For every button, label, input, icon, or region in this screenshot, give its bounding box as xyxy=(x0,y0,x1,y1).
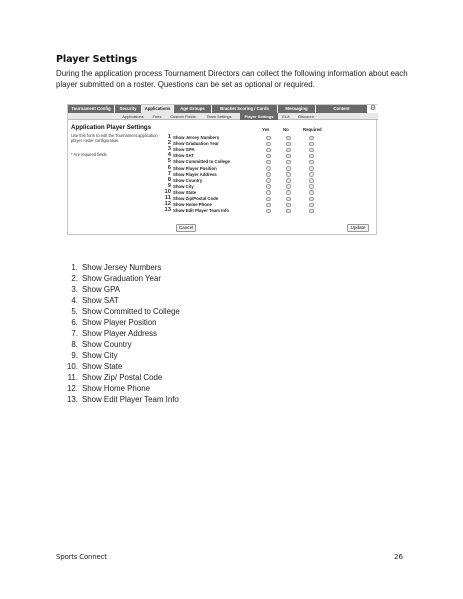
row-label: Show Player Address xyxy=(173,171,217,177)
list-item-text: Show Country xyxy=(82,340,132,349)
row-number: 8 xyxy=(167,176,171,183)
tab-security[interactable]: Security xyxy=(115,105,142,113)
row-label: Show City xyxy=(173,183,194,189)
radio-no[interactable] xyxy=(286,190,291,195)
list-item-text: Show Player Address xyxy=(82,329,157,338)
row-number: 7 xyxy=(167,170,171,177)
setting-row xyxy=(68,178,368,183)
list-item xyxy=(56,339,180,350)
setting-row xyxy=(68,172,368,177)
radio-yes[interactable] xyxy=(266,142,271,147)
radio-no[interactable] xyxy=(286,203,291,208)
row-label: Show GPA xyxy=(173,147,195,153)
radio-no[interactable] xyxy=(286,209,291,214)
intro-paragraph: During the application process Tournament Directors can collect the following information about each player submitted on a roster. Questions can be set as optional or required. xyxy=(56,69,408,89)
radio-required[interactable] xyxy=(309,197,314,202)
row-label: Show Zip/Postal Code xyxy=(173,196,219,201)
radio-yes[interactable] xyxy=(266,166,271,171)
list-item xyxy=(56,295,180,306)
radio-required[interactable] xyxy=(309,166,314,171)
radio-yes[interactable] xyxy=(266,148,271,153)
row-number: 4 xyxy=(167,152,171,159)
row-label: Show Home Phone xyxy=(173,202,212,208)
list-item-number: 5. xyxy=(71,307,78,316)
setting-row xyxy=(68,135,368,140)
page-number: 26 xyxy=(394,553,403,561)
update-button[interactable]: Update xyxy=(347,224,369,232)
radio-yes[interactable] xyxy=(266,136,271,141)
form-description: Use this form to edit the Tournament application player roster configuration. xyxy=(71,133,158,144)
row-number: 5 xyxy=(167,158,171,165)
tab-tournament-config[interactable]: Tournament Config xyxy=(68,105,115,113)
radio-required[interactable] xyxy=(309,190,314,195)
row-number: 9 xyxy=(167,182,171,189)
radio-no[interactable] xyxy=(286,154,291,159)
setting-row xyxy=(68,159,368,164)
radio-yes[interactable] xyxy=(266,197,271,202)
radio-no[interactable] xyxy=(286,184,291,189)
section-heading: Player Settings xyxy=(56,54,138,65)
column-required: Required xyxy=(303,127,322,132)
setting-row xyxy=(68,147,368,152)
list-item-text: Show Jersey Numbers xyxy=(82,263,162,272)
embedded-screenshot xyxy=(67,104,377,235)
list-item-number: 7. xyxy=(71,329,78,338)
subtab-fees[interactable]: Fees xyxy=(152,114,162,119)
row-label: Show Edit Player Team Info xyxy=(173,208,230,214)
list-item-number: 10. xyxy=(67,362,78,371)
radio-no[interactable] xyxy=(286,160,291,165)
list-item xyxy=(56,317,180,328)
list-item-text: Show Graduation Year xyxy=(82,274,161,283)
radio-yes[interactable] xyxy=(266,160,271,165)
column-yes: Yes xyxy=(262,127,270,132)
tab-messaging[interactable]: Messaging xyxy=(278,105,316,113)
tab-bracket-scoring[interactable]: Bracket Scoring / Cards xyxy=(212,105,278,113)
list-item xyxy=(56,306,180,317)
radio-required[interactable] xyxy=(309,178,314,183)
list-item-number: 8. xyxy=(71,340,78,349)
cancel-button[interactable]: Cancel xyxy=(176,224,196,232)
row-label: Show State xyxy=(173,189,197,195)
list-item-number: 13. xyxy=(67,395,78,404)
list-item xyxy=(56,361,180,372)
row-label: Show Country xyxy=(173,177,203,183)
list-item-text: Show Player Position xyxy=(82,318,157,327)
list-item xyxy=(56,262,180,273)
list-item-text: Show Zip/ Postal Code xyxy=(82,373,163,382)
radio-no[interactable] xyxy=(286,166,291,171)
radio-required[interactable] xyxy=(309,209,314,214)
setting-row xyxy=(68,166,368,171)
setting-row xyxy=(68,208,368,213)
gear-icon[interactable]: ⚙ xyxy=(369,105,377,112)
row-number: 10 xyxy=(164,188,171,195)
radio-no[interactable] xyxy=(286,172,291,177)
settings-list xyxy=(56,262,180,405)
form-title: Application Player Settings xyxy=(71,124,152,131)
list-item-number: 4. xyxy=(71,296,78,305)
list-item-number: 9. xyxy=(71,351,78,360)
setting-row xyxy=(68,196,368,201)
list-item xyxy=(56,328,180,339)
radio-required[interactable] xyxy=(309,203,314,208)
subtab-team-settings[interactable]: Team Settings xyxy=(206,114,232,119)
list-item xyxy=(56,372,180,383)
list-item-number: 12. xyxy=(67,384,78,393)
row-number: 3 xyxy=(167,146,171,153)
tab-age-groups[interactable]: Age Groups xyxy=(174,105,212,113)
radio-required[interactable] xyxy=(309,142,314,147)
subtab-player-settings[interactable]: Player Settings xyxy=(240,113,278,120)
list-item xyxy=(56,350,180,361)
radio-required[interactable] xyxy=(309,160,314,165)
list-item xyxy=(56,273,180,284)
radio-yes[interactable] xyxy=(266,172,271,177)
list-item-number: 1. xyxy=(71,263,78,272)
subtab-applications[interactable]: Applications xyxy=(122,114,144,119)
list-item xyxy=(56,394,180,405)
setting-row xyxy=(68,153,368,158)
list-item-number: 6. xyxy=(71,318,78,327)
row-number: 1 xyxy=(167,134,171,140)
row-label: Show Jersey Numbers xyxy=(173,135,220,140)
list-item-text: Show GPA xyxy=(82,285,121,294)
radio-no[interactable] xyxy=(286,178,291,183)
list-item-number: 11. xyxy=(67,373,78,382)
list-item xyxy=(56,383,180,394)
setting-row xyxy=(68,141,368,146)
row-number: 13 xyxy=(164,207,171,214)
setting-row xyxy=(68,202,368,207)
radio-no[interactable] xyxy=(286,197,291,202)
footer-brand: Sports Connect xyxy=(56,553,107,561)
subtab-discount[interactable]: Discount xyxy=(298,114,314,119)
list-item-text: Show State xyxy=(82,362,123,371)
tab-content[interactable]: Content xyxy=(316,105,368,113)
radio-required[interactable] xyxy=(309,172,314,177)
tab-applications[interactable]: Applications xyxy=(142,105,174,113)
list-item-number: 2. xyxy=(71,274,78,283)
radio-required[interactable] xyxy=(309,154,314,159)
row-label: Show Graduation Year xyxy=(173,141,219,147)
radio-yes[interactable] xyxy=(266,209,271,214)
setting-row xyxy=(68,190,368,195)
row-number: 11 xyxy=(164,195,171,201)
radio-yes[interactable] xyxy=(266,184,271,189)
sub-tab-bar xyxy=(68,113,378,120)
list-item-text: Show Committed to College xyxy=(82,307,180,316)
radio-no[interactable] xyxy=(286,142,291,147)
column-no: No xyxy=(283,127,289,132)
radio-required[interactable] xyxy=(309,148,314,153)
row-label: Show Player Position xyxy=(173,165,217,171)
required-note: * Are required fields xyxy=(71,152,107,157)
subtab-custom-fields[interactable]: Custom Fields xyxy=(170,114,196,119)
main-tab-bar xyxy=(68,105,378,113)
row-label: Show Committed to College xyxy=(173,159,231,165)
setting-row xyxy=(68,184,368,189)
list-item-number: 3. xyxy=(71,285,78,294)
row-number: 12 xyxy=(164,201,171,208)
row-label: Show SAT xyxy=(173,153,194,159)
row-number: 6 xyxy=(167,164,171,171)
radio-yes[interactable] xyxy=(266,190,271,195)
list-item-text: Show Home Phone xyxy=(82,384,150,393)
subtab-ela[interactable]: ELA xyxy=(282,114,290,119)
list-item xyxy=(56,284,180,295)
row-number: 2 xyxy=(167,140,171,147)
radio-yes[interactable] xyxy=(266,154,271,159)
list-item-text: Show Edit Player Team Info xyxy=(82,395,179,404)
list-item-text: Show City xyxy=(82,351,118,360)
radio-no[interactable] xyxy=(286,148,291,153)
radio-yes[interactable] xyxy=(266,178,271,183)
radio-required[interactable] xyxy=(309,136,314,141)
radio-required[interactable] xyxy=(309,184,314,189)
list-item-text: Show SAT xyxy=(82,296,119,305)
radio-yes[interactable] xyxy=(266,203,271,208)
radio-no[interactable] xyxy=(286,136,291,141)
